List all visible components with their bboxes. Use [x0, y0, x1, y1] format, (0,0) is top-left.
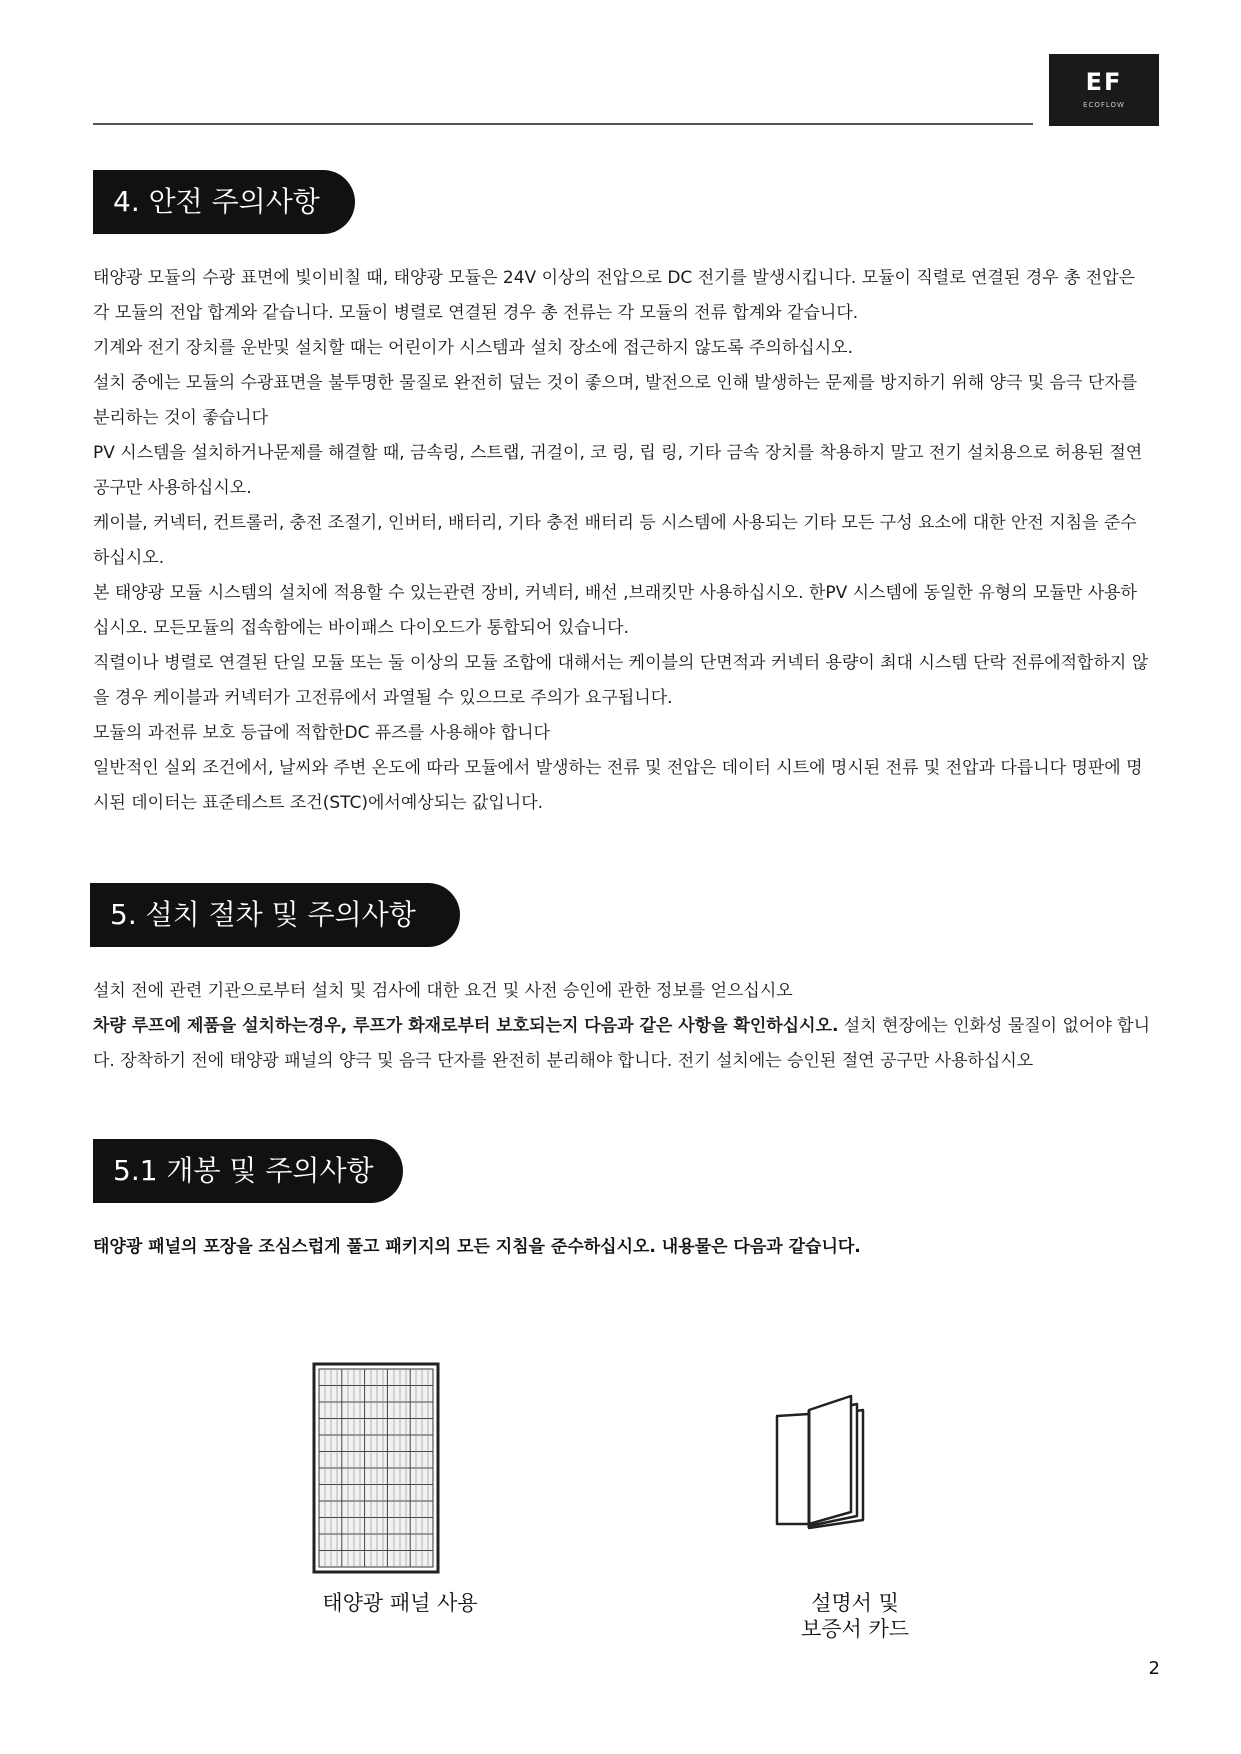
- paragraph: 모듈의 과전류 보호 등급에 적합한DC 퓨즈를 사용해야 합니다: [93, 723, 550, 743]
- paragraph: 기계와 전기 장치를 운반및 설치할 때는 어린이가 시스템과 설치 장소에 접근하지 않도록 주의하십시오.: [93, 338, 853, 358]
- manual-caption-line-2: 보증서 카드: [800, 1617, 910, 1641]
- section-4-body: [93, 261, 1150, 821]
- section-5-1-heading: 5.1 개봉 및 주의사항: [93, 1139, 403, 1203]
- paragraph: 태양광 모듈의 수광 표면에 빛이비칠 때, 태양광 모듈은 24V 이상의 전압으로 DC 전기를 발생시킵니다. 모듈이 직렬로 연결된 경우 총 전압은 각 모듈의 전압 합계와 같습니다. 모듈이 병렬로 연결된 경우 총 전류는 각 모듈의 전류 합계와 같습니다.: [93, 268, 1136, 323]
- paragraph: 본 태양광 모듈 시스템의 설치에 적용할 수 있는관련 장비, 커넥터, 배선 ,브래킷만 사용하십시오. 한PV 시스템에 동일한 유형의 모듈만 사용하십시오. 모든모듈의 접속함에는 바이패스 다이오드가 통합되어 있습니다.: [93, 583, 1137, 638]
- section-5-body: [93, 974, 1150, 1079]
- manual-caption: [760, 1590, 950, 1642]
- paragraph: 일반적인 실외 조건에서, 날씨와 주변 온도에 따라 모듈에서 발생하는 전류 및 전압은 데이터 시트에 명시된 전류 및 전압과 다릅니다 명판에 명시된 데이터는 표준테스트 조건(STC)에서예상되는 값입니다.: [93, 758, 1143, 813]
- section-5-heading: 5. 설치 절차 및 주의사항: [90, 883, 460, 947]
- solar-panel-icon: [312, 1362, 440, 1574]
- manual-caption-line-1: 설명서 및: [811, 1591, 899, 1615]
- section-4-heading: 4. 안전 주의사항: [93, 170, 355, 234]
- paragraph: [93, 1009, 1150, 1079]
- logo-brand-text: ECOFLOW: [1083, 101, 1125, 109]
- brand-logo: [1049, 54, 1159, 126]
- section-5-1-intro: 태양광 패널의 포장을 조심스럽게 풀고 패키지의 모든 지침을 준수하십시오. 내용물은 다음과 같습니다.: [93, 1237, 861, 1257]
- paragraph: PV 시스템을 설치하거나문제를 해결할 때, 금속링, 스트랩, 귀걸이, 코 링, 립 링, 기타 금속 장치를 착용하지 말고 전기 설치용으로 허용된 절연 공구만 사용하십시오.: [93, 443, 1143, 498]
- page-number: 2: [1148, 1658, 1160, 1679]
- manual-booklet-icon: [773, 1392, 869, 1532]
- paragraph: 설치 전에 관련 기관으로부터 설치 및 검사에 대한 요건 및 사전 승인에 관한 정보를 얻으십시오: [93, 981, 793, 1001]
- paragraph-text: 설치 현장에는 인화성 물질이 없어야 합니다. 장착하기 전에 태양광 패널의 양극 및 음극 단자를 완전히 분리해야 합니다. 전기 설치에는 승인된 절연 공구만 사용하십시오: [93, 1016, 1151, 1071]
- paragraph: 케이블, 커넥터, 컨트롤러, 충전 조절기, 인버터, 배터리, 기타 충전 배터리 등 시스템에 사용되는 기타 모든 구성 요소에 대한 안전 지침을 준수하십시오.: [93, 513, 1137, 568]
- logo-mark: EF: [1085, 68, 1123, 96]
- paragraph: 직렬이나 병렬로 연결된 단일 모듈 또는 둘 이상의 모듈 조합에 대해서는 케이블의 단면적과 커넥터 용량이 최대 시스템 단락 전류에적합하지 않을 경우 케이블과 커넥터가 고전류에서 과열될 수 있으므로 주의가 요구됩니다.: [93, 653, 1149, 708]
- header-divider: [93, 123, 1033, 125]
- paragraph: 설치 중에는 모듈의 수광표면을 불투명한 물질로 완전히 덮는 것이 좋으며, 발전으로 인해 발생하는 문제를 방지하기 위해 양극 및 음극 단자를 분리하는 것이 좋습니다: [93, 373, 1138, 428]
- solar-panel-caption: 태양광 패널 사용: [322, 1591, 478, 1615]
- bold-text: 차량 루프에 제품을 설치하는경우, 루프가 화재로부터 보호되는지 다음과 같은 사항을 확인하십시오.: [93, 1016, 839, 1036]
